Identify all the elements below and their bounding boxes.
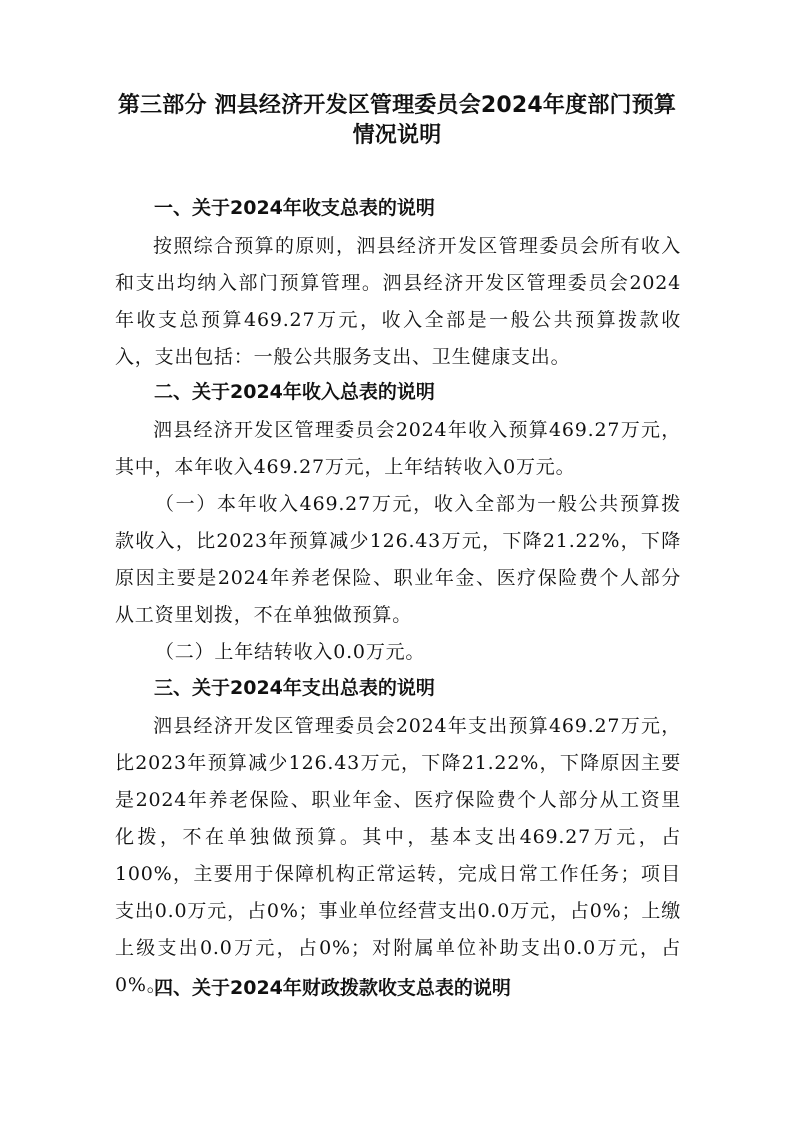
section-2-paragraph: 泗县经济开发区管理委员会2024年收入预算469.27万元，其中，本年收入469.27万元，上年结转收入0万元。 xyxy=(115,419,681,478)
section-1-heading: 一、关于2024年收支总表的说明 xyxy=(154,197,435,219)
section-2-subparagraph-1: （一）本年收入469.27万元，收入全部为一般公共预算拨款收入，比2023年预算减少126.43万元，下降21.22%，下降原因主要是2024年养老保险、职业年金、医疗保险费个人部分从工资里划拨，不在单独做预算。 xyxy=(115,493,681,626)
section-2-heading: 二、关于2024年收入总表的说明 xyxy=(154,381,435,403)
section-3-heading: 三、关于2024年支出总表的说明 xyxy=(154,677,435,699)
document-title: 第三部分 泗县经济开发区管理委员会2024年度部门预算情况说明 xyxy=(117,93,677,148)
section-2-subparagraph-2: （二）上年结转收入0.0万元。 xyxy=(155,641,426,663)
section-3-paragraph: 泗县经济开发区管理委员会2024年支出预算469.27万元，比2023年预算减少126.43万元，下降21.22%，下降原因主要是2024年养老保险、职业年金、医疗保险费个人部分从工资里化拨，不在单独做预算。其中，基本支出469.27万元，占100%，主要用于保障机构正常运转，完成日常工作任务；项目支出0.0万元，占0%；事业单位经营支出0.0万元，占0%；上缴上级支出0.0万元，占0%；对附属单位补助支出0.0万元，占0%。 xyxy=(115,715,681,996)
section-1-paragraph: 按照综合预算的原则，泗县经济开发区管理委员会所有收入和支出均纳入部门预算管理。泗县经济开发区管理委员会2024年收支总预算469.27万元，收入全部是一般公共预算拨款收入，支出包括：一般公共服务支出、卫生健康支出。 xyxy=(115,235,681,368)
section-4-heading: 四、关于2024年财政拨款收支总表的说明 xyxy=(154,977,511,999)
